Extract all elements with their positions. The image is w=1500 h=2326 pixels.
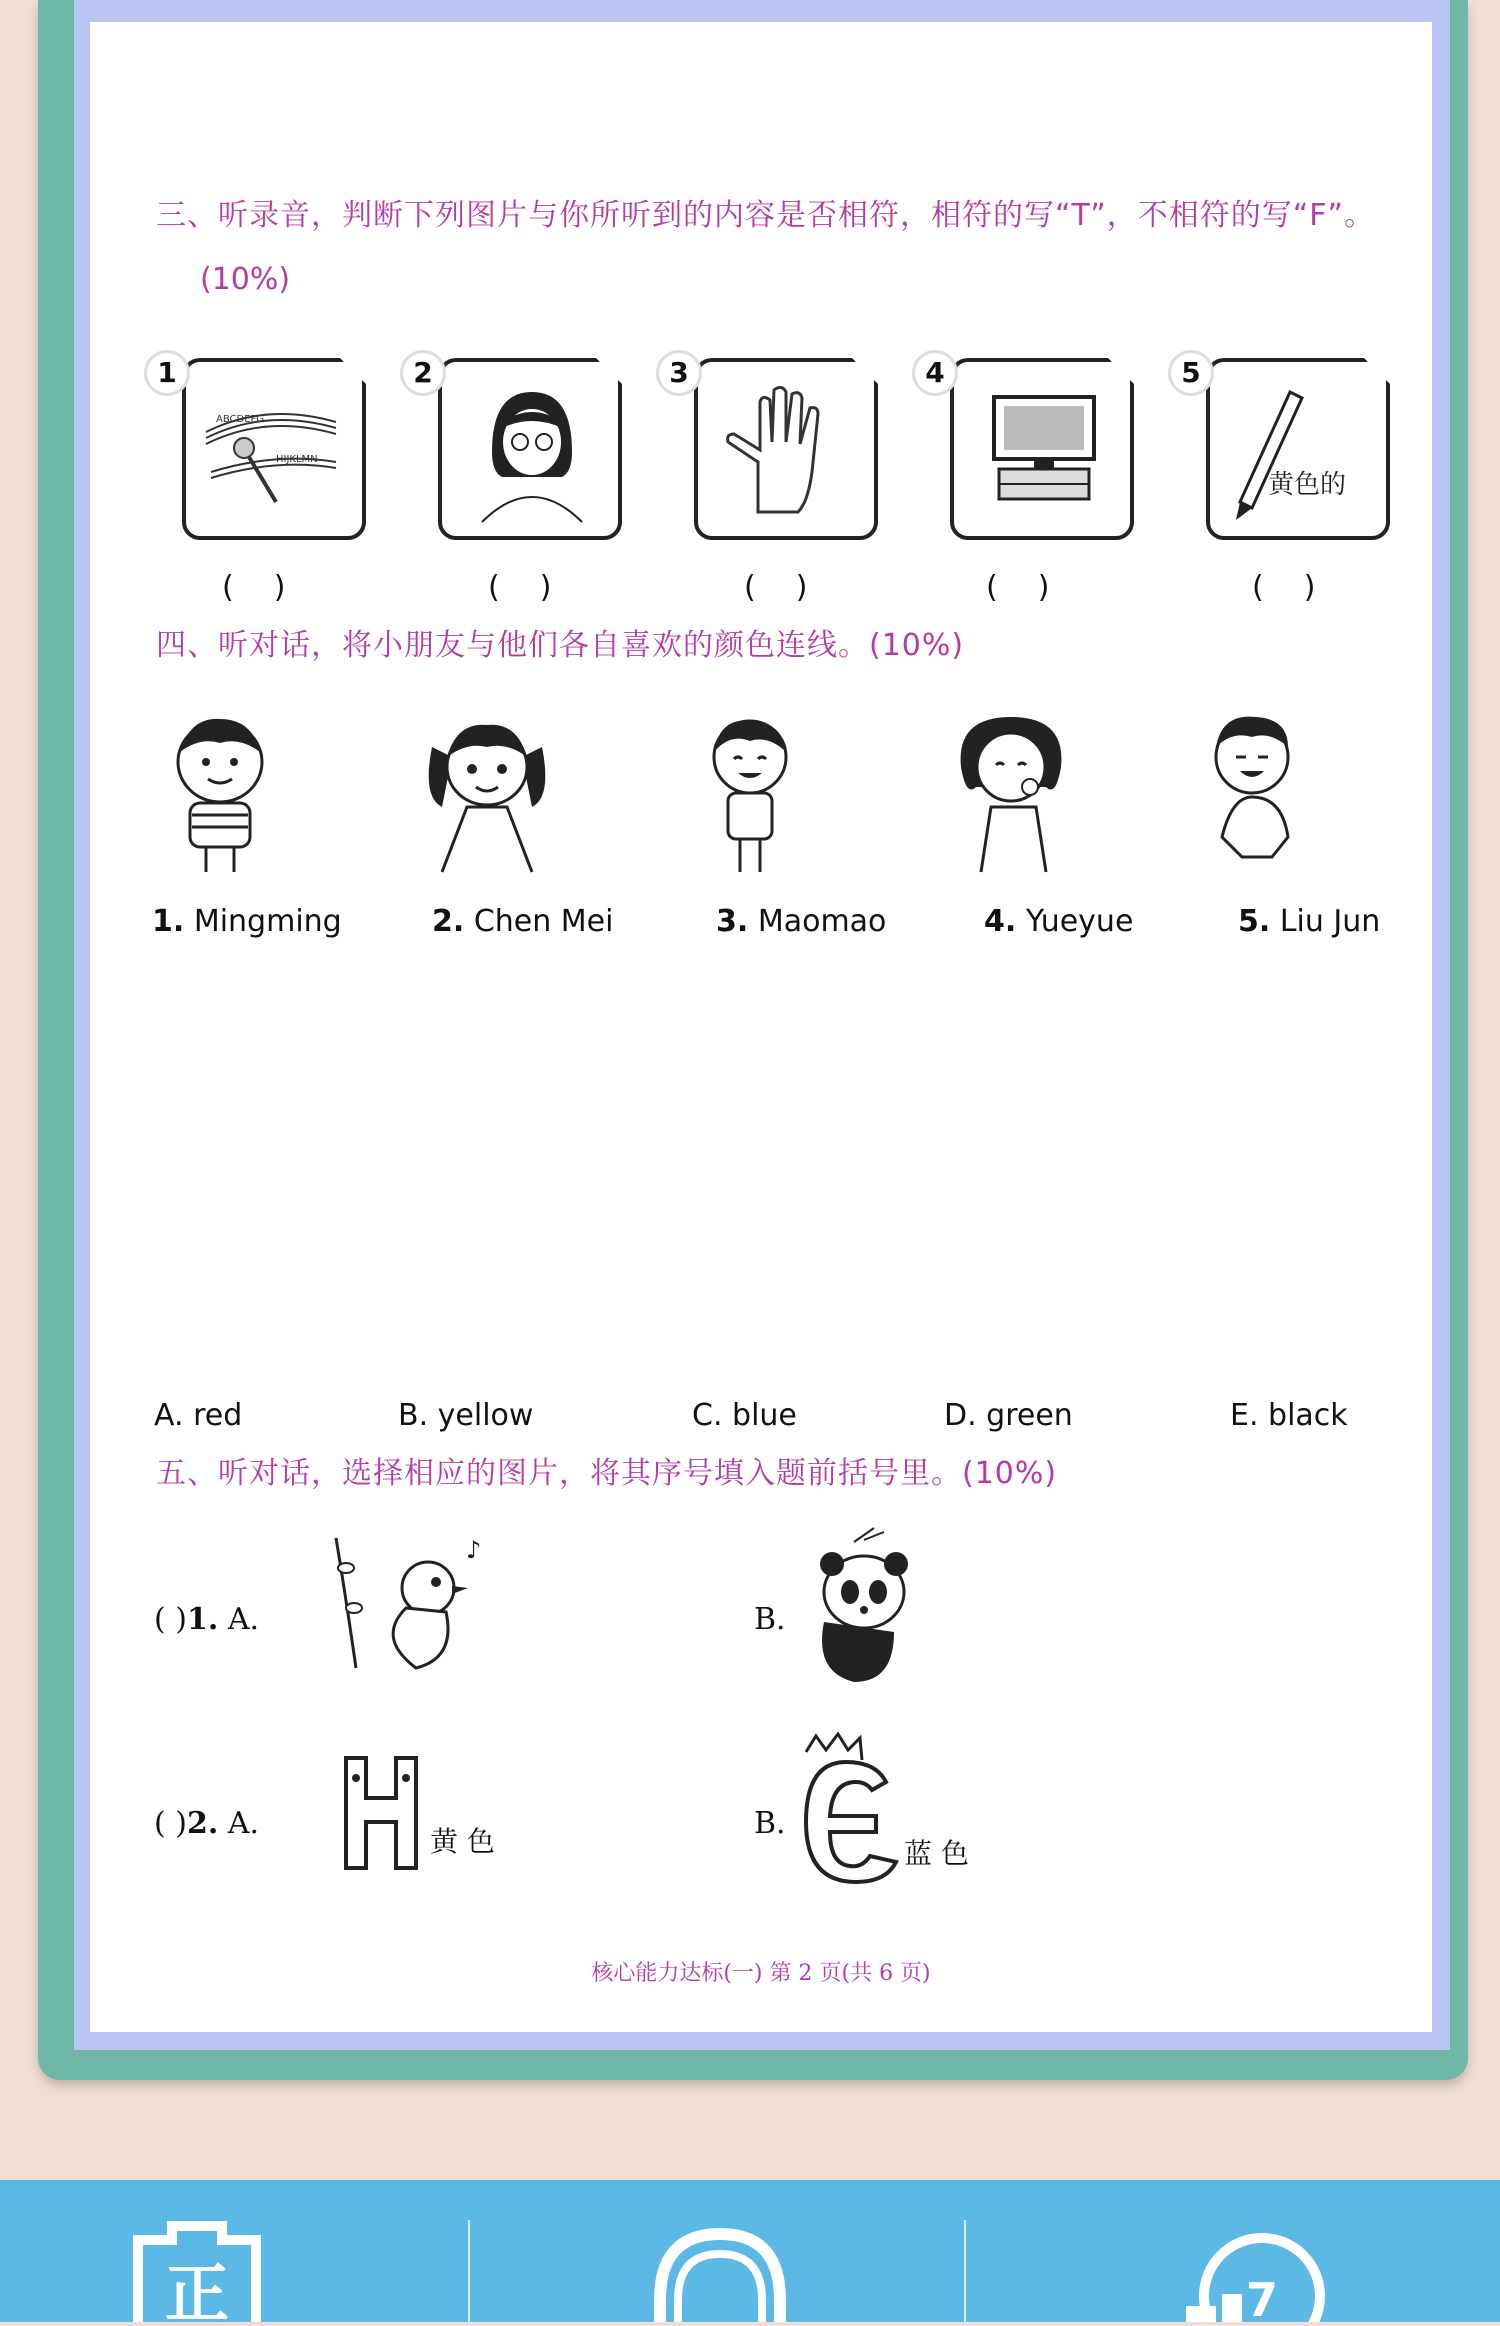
question-1: ( )1. A.	[154, 1602, 260, 1637]
picture-hand	[694, 358, 878, 540]
nav-divider	[468, 2220, 470, 2322]
svg-text:HIJKLMN: HIJKLMN	[276, 454, 318, 465]
item-number: 5	[1168, 350, 1214, 396]
option-2a-label: 黄 色	[430, 1825, 495, 1858]
kid-label: 3. Maomao	[716, 904, 887, 939]
headphones-icon[interactable]	[640, 2220, 800, 2326]
item-number: 4	[912, 350, 958, 396]
boy-maomao-icon	[690, 707, 810, 877]
answer-blank[interactable]: ()	[986, 570, 1090, 605]
picture-pencil	[1206, 358, 1390, 540]
section4-title: 四、听对话，将小朋友与他们各自喜欢的颜色连线。(10%)	[156, 628, 965, 663]
girl-chenmei-icon	[412, 707, 562, 877]
timer-icon[interactable]	[1176, 2220, 1336, 2326]
boy-mingming-icon	[160, 707, 280, 877]
item-number: 2	[400, 350, 446, 396]
svg-text:ABCDEFG: ABCDEFG	[216, 414, 265, 425]
pencil-icon	[1210, 362, 1310, 536]
answer-blank[interactable]: ()	[488, 570, 592, 605]
bottom-nav-bar	[0, 2180, 1500, 2322]
boy-liujun-icon	[1192, 707, 1312, 877]
answer-blank[interactable]: ( )	[154, 1602, 187, 1637]
option-2b-label: 蓝 色	[904, 1837, 969, 1870]
color-option: E. black	[1230, 1398, 1348, 1433]
question-2: ( )2. A.	[154, 1806, 260, 1841]
kid-label: 4. Yueyue	[984, 904, 1134, 939]
letter-h-icon	[336, 1738, 436, 1888]
kid-label: 5. Liu Jun	[1238, 904, 1381, 939]
svg-text:7: 7	[1245, 2273, 1279, 2322]
svg-text:♪: ♪	[466, 1536, 482, 1564]
worksheet-page	[90, 22, 1432, 2032]
section3-title: 三、听录音，判断下列图片与你所听到的内容是否相符，相符的写“T”，不相符的写“F”。	[156, 198, 1376, 233]
letter-e-icon	[786, 1732, 906, 1902]
correct-icon[interactable]	[132, 2220, 262, 2326]
girl-icon	[442, 362, 618, 536]
answer-blank[interactable]: ()	[744, 570, 848, 605]
item-number: 3	[656, 350, 702, 396]
color-option: A. red	[154, 1398, 243, 1433]
nav-divider	[964, 2220, 966, 2322]
kid-label: 1. Mingming	[152, 904, 342, 939]
hand-icon	[698, 362, 874, 536]
color-option: D. green	[944, 1398, 1073, 1433]
option-2b: B.	[754, 1806, 786, 1841]
kid-label: 2. Chen Mei	[432, 904, 614, 939]
color-option: C. blue	[692, 1398, 797, 1433]
option-1b: B.	[754, 1602, 786, 1637]
section5-title: 五、听对话，选择相应的图片，将其序号填入题前括号里。(10%)	[156, 1456, 1058, 1491]
picture-music-notes	[182, 358, 366, 540]
item-number: 1	[144, 350, 190, 396]
answer-blank[interactable]: ( )	[154, 1806, 187, 1841]
tv-icon	[954, 362, 1130, 536]
picture-tv	[950, 358, 1134, 540]
pencil-label: 黄色的	[1268, 470, 1347, 500]
answer-blank[interactable]: ()	[222, 570, 326, 605]
music-notes-icon	[186, 362, 362, 536]
picture-girl-glasses	[438, 358, 622, 540]
girl-yueyue-icon	[946, 707, 1076, 877]
panda-icon	[794, 1522, 934, 1702]
answer-blank[interactable]: ()	[1252, 570, 1356, 605]
section3-percent: (10%)	[200, 262, 291, 297]
page-footer: 核心能力达标(一) 第 2 页(共 6 页)	[591, 1961, 931, 1986]
color-option: B. yellow	[398, 1398, 534, 1433]
svg-text:正: 正	[165, 2258, 229, 2322]
bird-icon	[316, 1528, 496, 1698]
